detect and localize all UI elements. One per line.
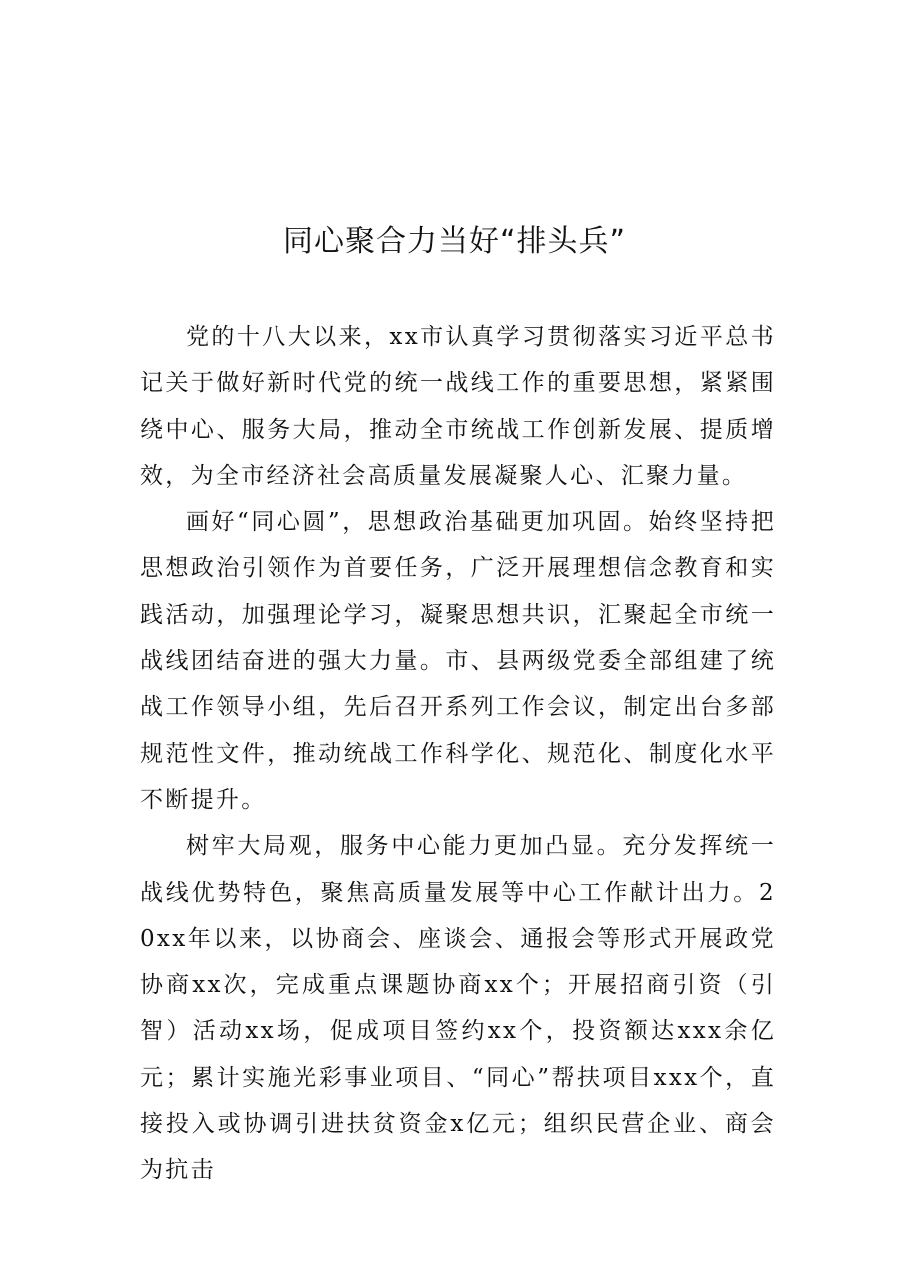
paragraph-ideology: 画好“同心圆”，思想政治基础更加巩固。始终坚持把思想政治引领作为首要任务，广泛开展理想信念教育和实践活动，加强理论学习，凝聚思想共识，汇聚起全市统一战线团结奋进的强大力量。市、县两级党委全部组建了统战工作领导小组，先后召开系列工作会议，制定出台多部规范性文件，推动统战工作科学化、规范化、制度化水平不断提升。 <box>140 509 776 813</box>
paragraph-intro: 党的十八大以来，xx市认真学习贯彻落实习近平总书记关于做好新时代党的统一战线工作的重要思想，紧紧围绕中心、服务大局，推动全市统战工作创新发展、提质增效，为全市经济社会高质量发展凝聚人心、汇聚力量。 <box>140 324 776 489</box>
paragraph-service: 树牢大局观，服务中心能力更加凸显。充分发挥统一战线优势特色，聚焦高质量发展等中心工作献计出力。20xx年以来，以协商会、座谈会、通报会等形式开展政党协商xx次，完成重点课题协商xx个；开展招商引资（引智）活动xx场，促成项目签约xx个，投资额达xxx余亿元；累计实施光彩事业项目、“同心”帮扶项目xxx个，直接投入或协调引进扶贫资金x亿元；组织民营企业、商会为抗击 <box>140 833 776 1184</box>
document-body <box>140 314 776 1194</box>
document-title: 同心聚合力当好“排头兵” <box>282 224 627 259</box>
